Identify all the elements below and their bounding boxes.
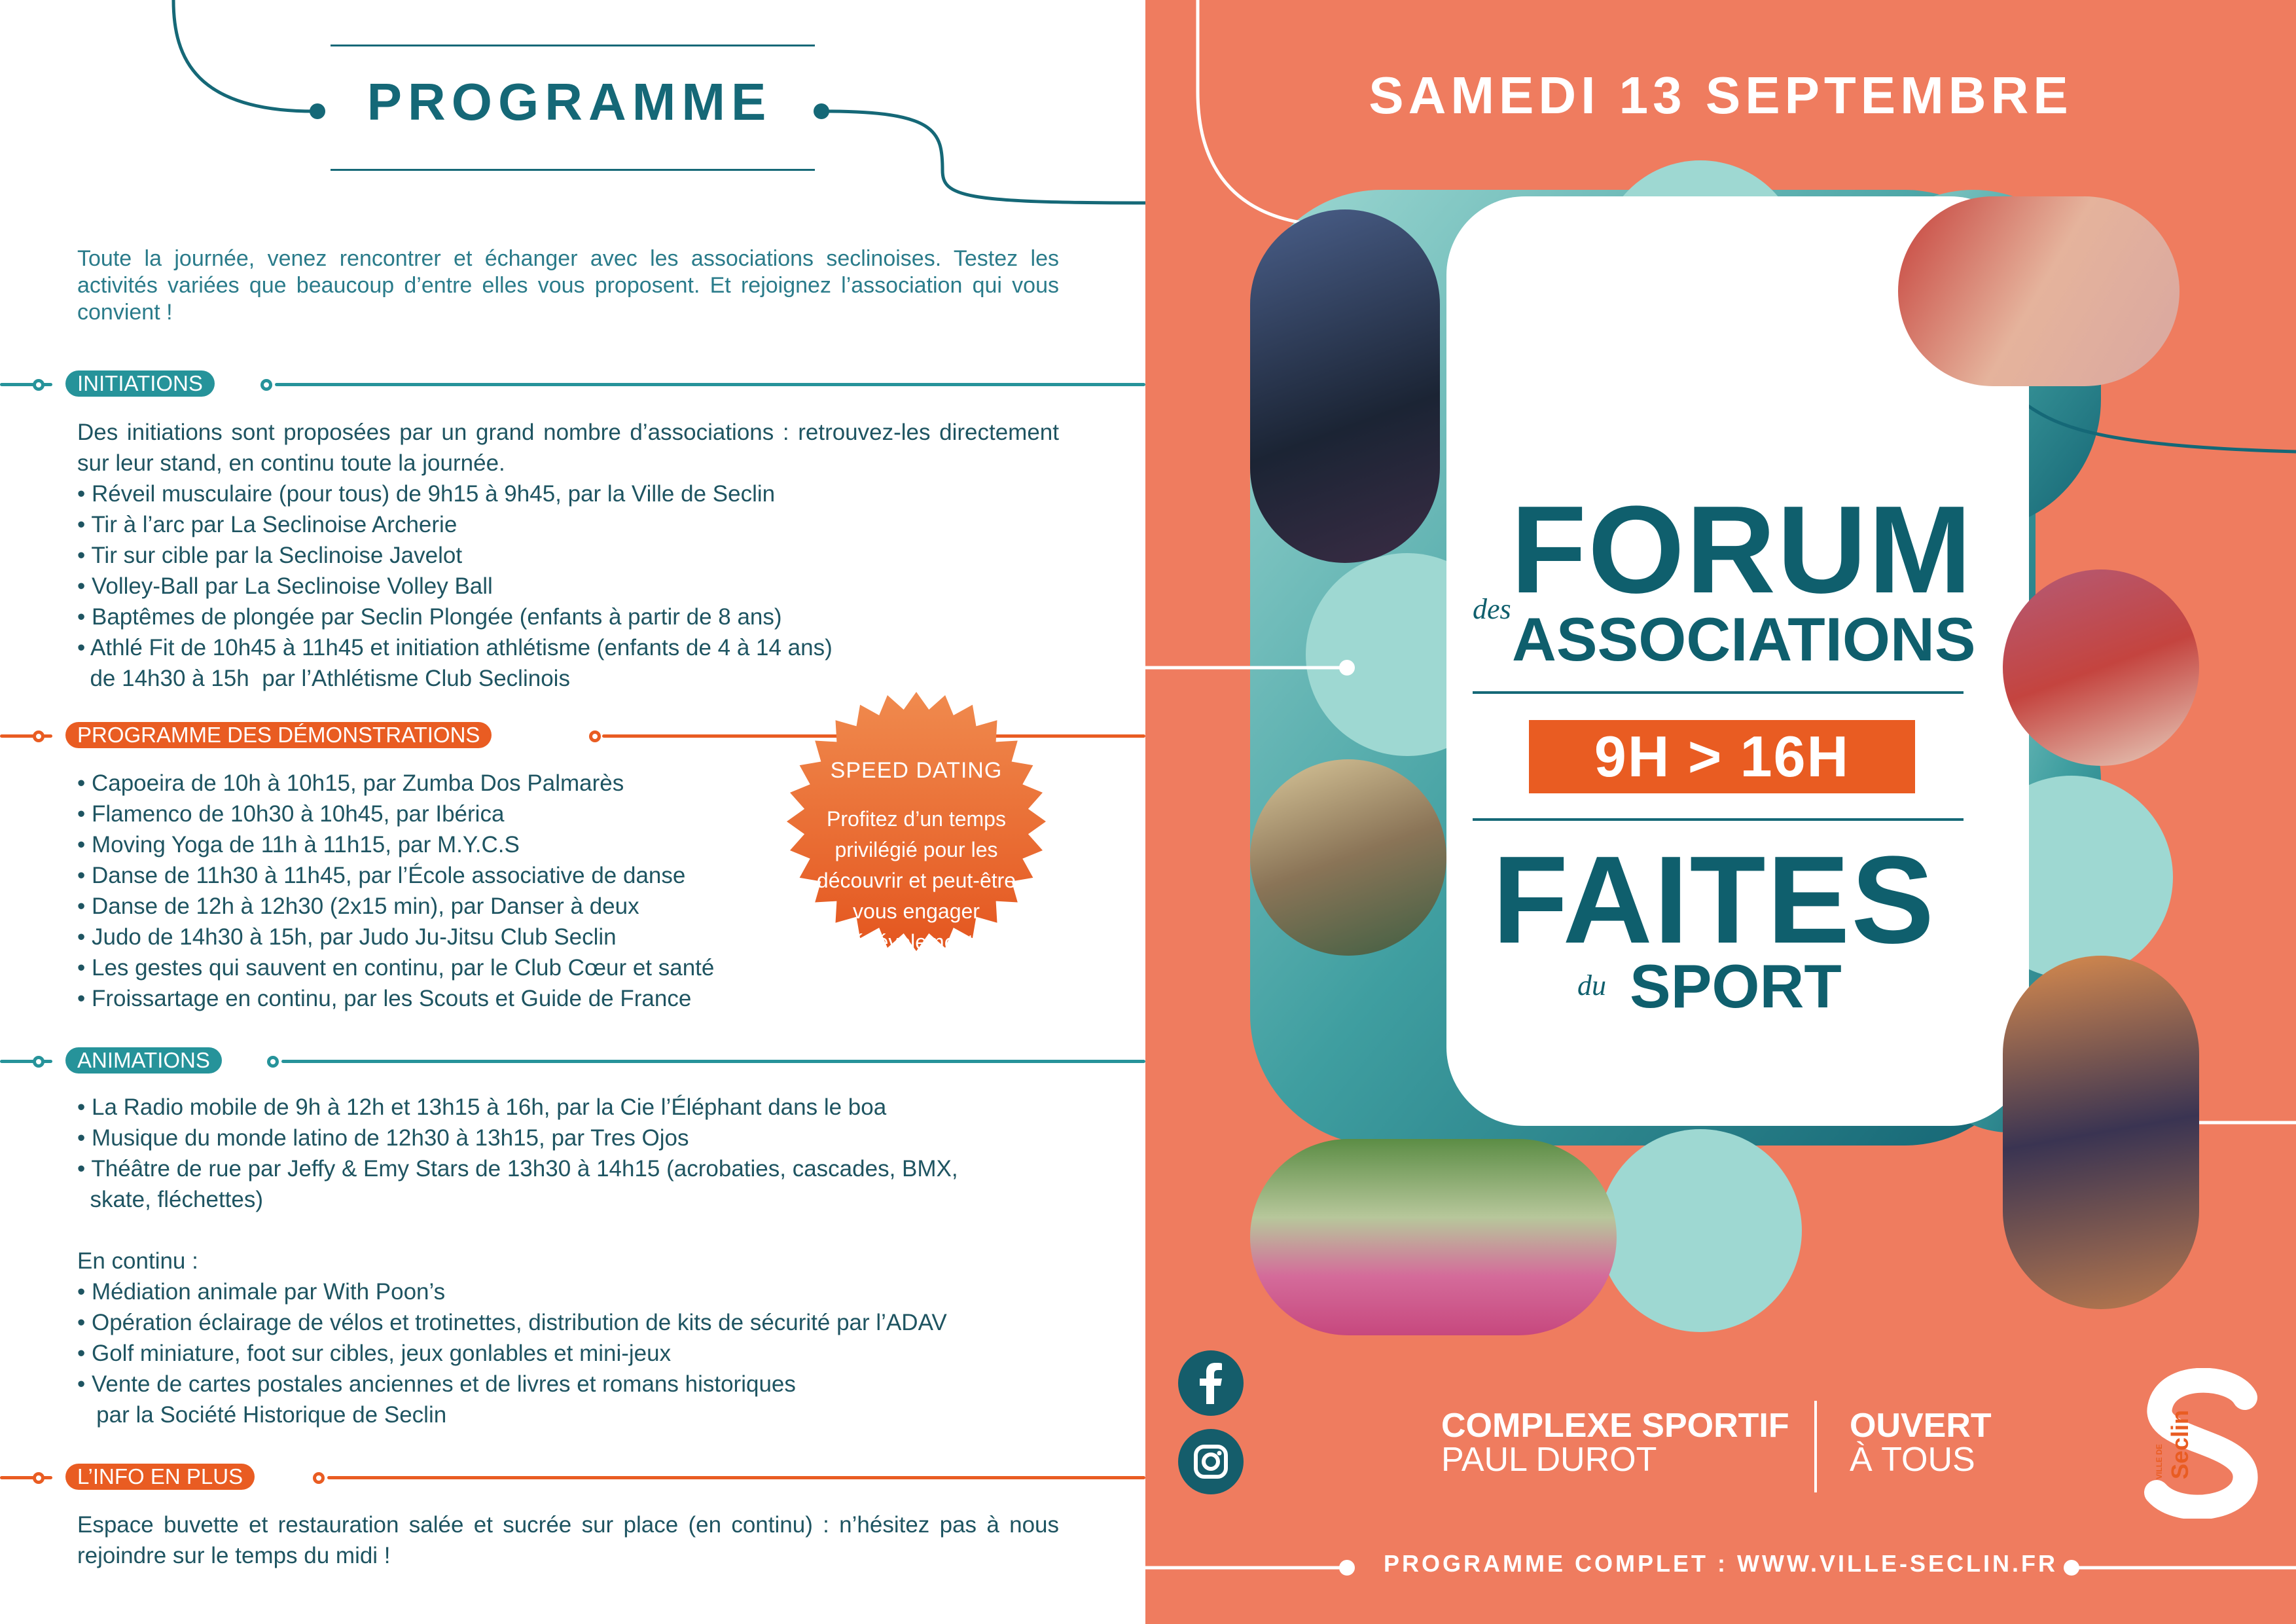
list-item: • Judo de 14h30 à 15h, par Judo Ju-Jitsu Club Seclin <box>77 924 617 950</box>
initiations-list <box>77 478 833 694</box>
list-item: • Moving Yoga de 11h à 11h15, par M.Y.C.S <box>77 832 520 857</box>
program-panel <box>0 0 1145 1624</box>
section-dot <box>33 1056 45 1068</box>
venue-line2: PAUL DUROT <box>1441 1441 1657 1479</box>
page-title: PROGRAMME <box>367 73 772 131</box>
demonstrations-list <box>77 768 714 1014</box>
speed-dating-text: Profitez d’un temps privilégié pour les découvrir et peut-être vous engager bénévolement ? <box>816 807 1016 954</box>
section-dot <box>33 379 45 391</box>
list-item: • La Radio mobile de 9h à 12h et 13h15 à 16h, par la Cie l’Éléphant dans le boa <box>77 1094 887 1120</box>
initiations-text: Des initiations sont proposées par un grand nombre d’associations : retrouvez-les directement sur leur stand, en continu toute la journée. <box>77 420 1059 476</box>
event-date: SAMEDI 13 SEPTEMBRE <box>1369 66 2073 124</box>
list-item: • Athlé Fit de 10h45 à 11h45 et initiation athlétisme (enfants de 4 à 14 ans) <box>77 635 833 660</box>
facebook-icon[interactable] <box>1178 1350 1244 1416</box>
photo-basketball <box>1250 759 1446 956</box>
photo-judo <box>1250 1139 1617 1335</box>
speed-dating-title: SPEED DATING <box>830 758 1003 783</box>
faites-title: FAITES <box>1492 831 1936 969</box>
cover-panel <box>1145 0 2296 1624</box>
list-item: • Golf miniature, foot sur cibles, jeux gonlables et mini-jeux <box>77 1341 672 1366</box>
list-item: • Baptêmes de plongée par Seclin Plongée (enfants à partir de 8 ans) <box>77 604 782 630</box>
section-line <box>0 734 52 738</box>
open-line2: À TOUS <box>1850 1441 1975 1479</box>
section-dot <box>313 1472 325 1484</box>
section-line <box>275 383 1145 386</box>
section-dot <box>33 731 45 742</box>
intro-text: Toute la journée, venez rencontrer et échanger avec les associations seclinoises. Testez les activités variées que beaucoup d’entre elles vous proposent. Et rejoignez l’association qui vous convient ! <box>77 246 1059 325</box>
section-line <box>281 1060 1145 1063</box>
sport-title: SPORT <box>1630 952 1842 1020</box>
section-dot <box>260 379 272 391</box>
title-rule-bottom <box>331 169 815 171</box>
open-line1: OUVERT <box>1850 1407 1992 1445</box>
continu-title: En continu : <box>77 1248 198 1274</box>
list-item: • Danse de 12h à 12h30 (2x15 min), par Danser à deux <box>77 893 639 919</box>
list-item: • Volley-Ball par La Seclinoise Volley Ball <box>77 573 493 599</box>
des-word: des <box>1473 593 1511 625</box>
animations-list <box>77 1092 958 1215</box>
photo-orchestra <box>1250 209 1440 563</box>
section-label-initiations: INITIATIONS <box>65 370 215 397</box>
list-item: • Vente de cartes postales anciennes et de livres et romans historiques <box>77 1371 796 1397</box>
list-item: • Réveil musculaire (pour tous) de 9h15 à 9h45, par la Ville de Seclin <box>77 481 776 507</box>
associations-title: ASSOCIATIONS <box>1512 605 1976 674</box>
list-item: • Tir sur cible par la Seclinoise Javelot <box>77 543 463 568</box>
section-line <box>0 1060 52 1063</box>
section-label-animations: ANIMATIONS <box>65 1047 222 1074</box>
list-item: • Opération éclairage de vélos et trotinettes, distribution de kits de sécurité par l’ADAV <box>77 1310 947 1335</box>
list-item: • Théâtre de rue par Jeffy & Emy Stars de 13h30 à 14h15 (acrobaties, cascades, BMX, <box>77 1156 958 1182</box>
section-label-demonstrations: PROGRAMME DES DÉMONSTRATIONS <box>65 722 492 748</box>
continu-list <box>77 1246 947 1430</box>
divider <box>1473 691 1964 694</box>
instagram-icon[interactable] <box>1178 1429 1244 1494</box>
hours-badge: 9H > 16H <box>1529 720 1915 793</box>
du-word: du <box>1577 969 1606 1001</box>
section-line <box>0 1476 52 1479</box>
info-text: Espace buvette et restauration salée et sucrée sur place (en continu) : n’hésitez pas à nous rejoindre sur le temps du midi ! <box>77 1512 1059 1568</box>
list-item: • Tir à l’arc par La Seclinoise Archerie <box>77 512 457 537</box>
list-item: • Les gestes qui sauvent en continu, par le Club Cœur et santé <box>77 955 715 981</box>
list-item: • Froissartage en continu, par les Scouts et Guide de France <box>77 986 692 1011</box>
list-item: • Capoeira de 10h à 10h15, par Zumba Dos Palmarès <box>77 770 624 796</box>
list-item: • Danse de 11h30 à 11h45, par l’École associative de danse <box>77 863 686 888</box>
venue-line1: COMPLEXE SPORTIF <box>1441 1407 1789 1445</box>
section-line <box>0 383 52 386</box>
divider <box>1814 1401 1817 1492</box>
photo-flamenco <box>2003 569 2199 766</box>
website-link[interactable]: PROGRAMME COMPLET : WWW.VILLE-SECLIN.FR <box>1384 1550 2058 1577</box>
forum-title: FORUM <box>1511 480 1973 619</box>
photo-gymnastics <box>2003 956 2199 1309</box>
logo-text: Seclin <box>2166 1409 2193 1479</box>
seclin-logo <box>2140 1368 2265 1519</box>
title-rule-top <box>331 45 815 46</box>
section-dot <box>589 731 601 742</box>
section-line <box>327 1476 1145 1479</box>
section-dot <box>33 1472 45 1484</box>
list-item: • Flamenco de 10h30 à 10h45, par Ibérica <box>77 801 505 827</box>
section-label-info: L’INFO EN PLUS <box>65 1464 255 1490</box>
list-item: de 14h30 à 15h par l’Athlétisme Club Seclinois <box>77 666 570 691</box>
photo-first-aid <box>1898 196 2179 386</box>
list-item: • Musique du monde latino de 12h30 à 13h15, par Tres Ojos <box>77 1125 689 1151</box>
list-item: • Médiation animale par With Poon’s <box>77 1279 446 1305</box>
section-dot <box>267 1056 279 1068</box>
list-item: par la Société Historique de Seclin <box>77 1402 447 1428</box>
logo-small: VILLE DE <box>2155 1443 2164 1479</box>
divider <box>1473 818 1964 821</box>
list-item: skate, fléchettes) <box>77 1187 264 1212</box>
